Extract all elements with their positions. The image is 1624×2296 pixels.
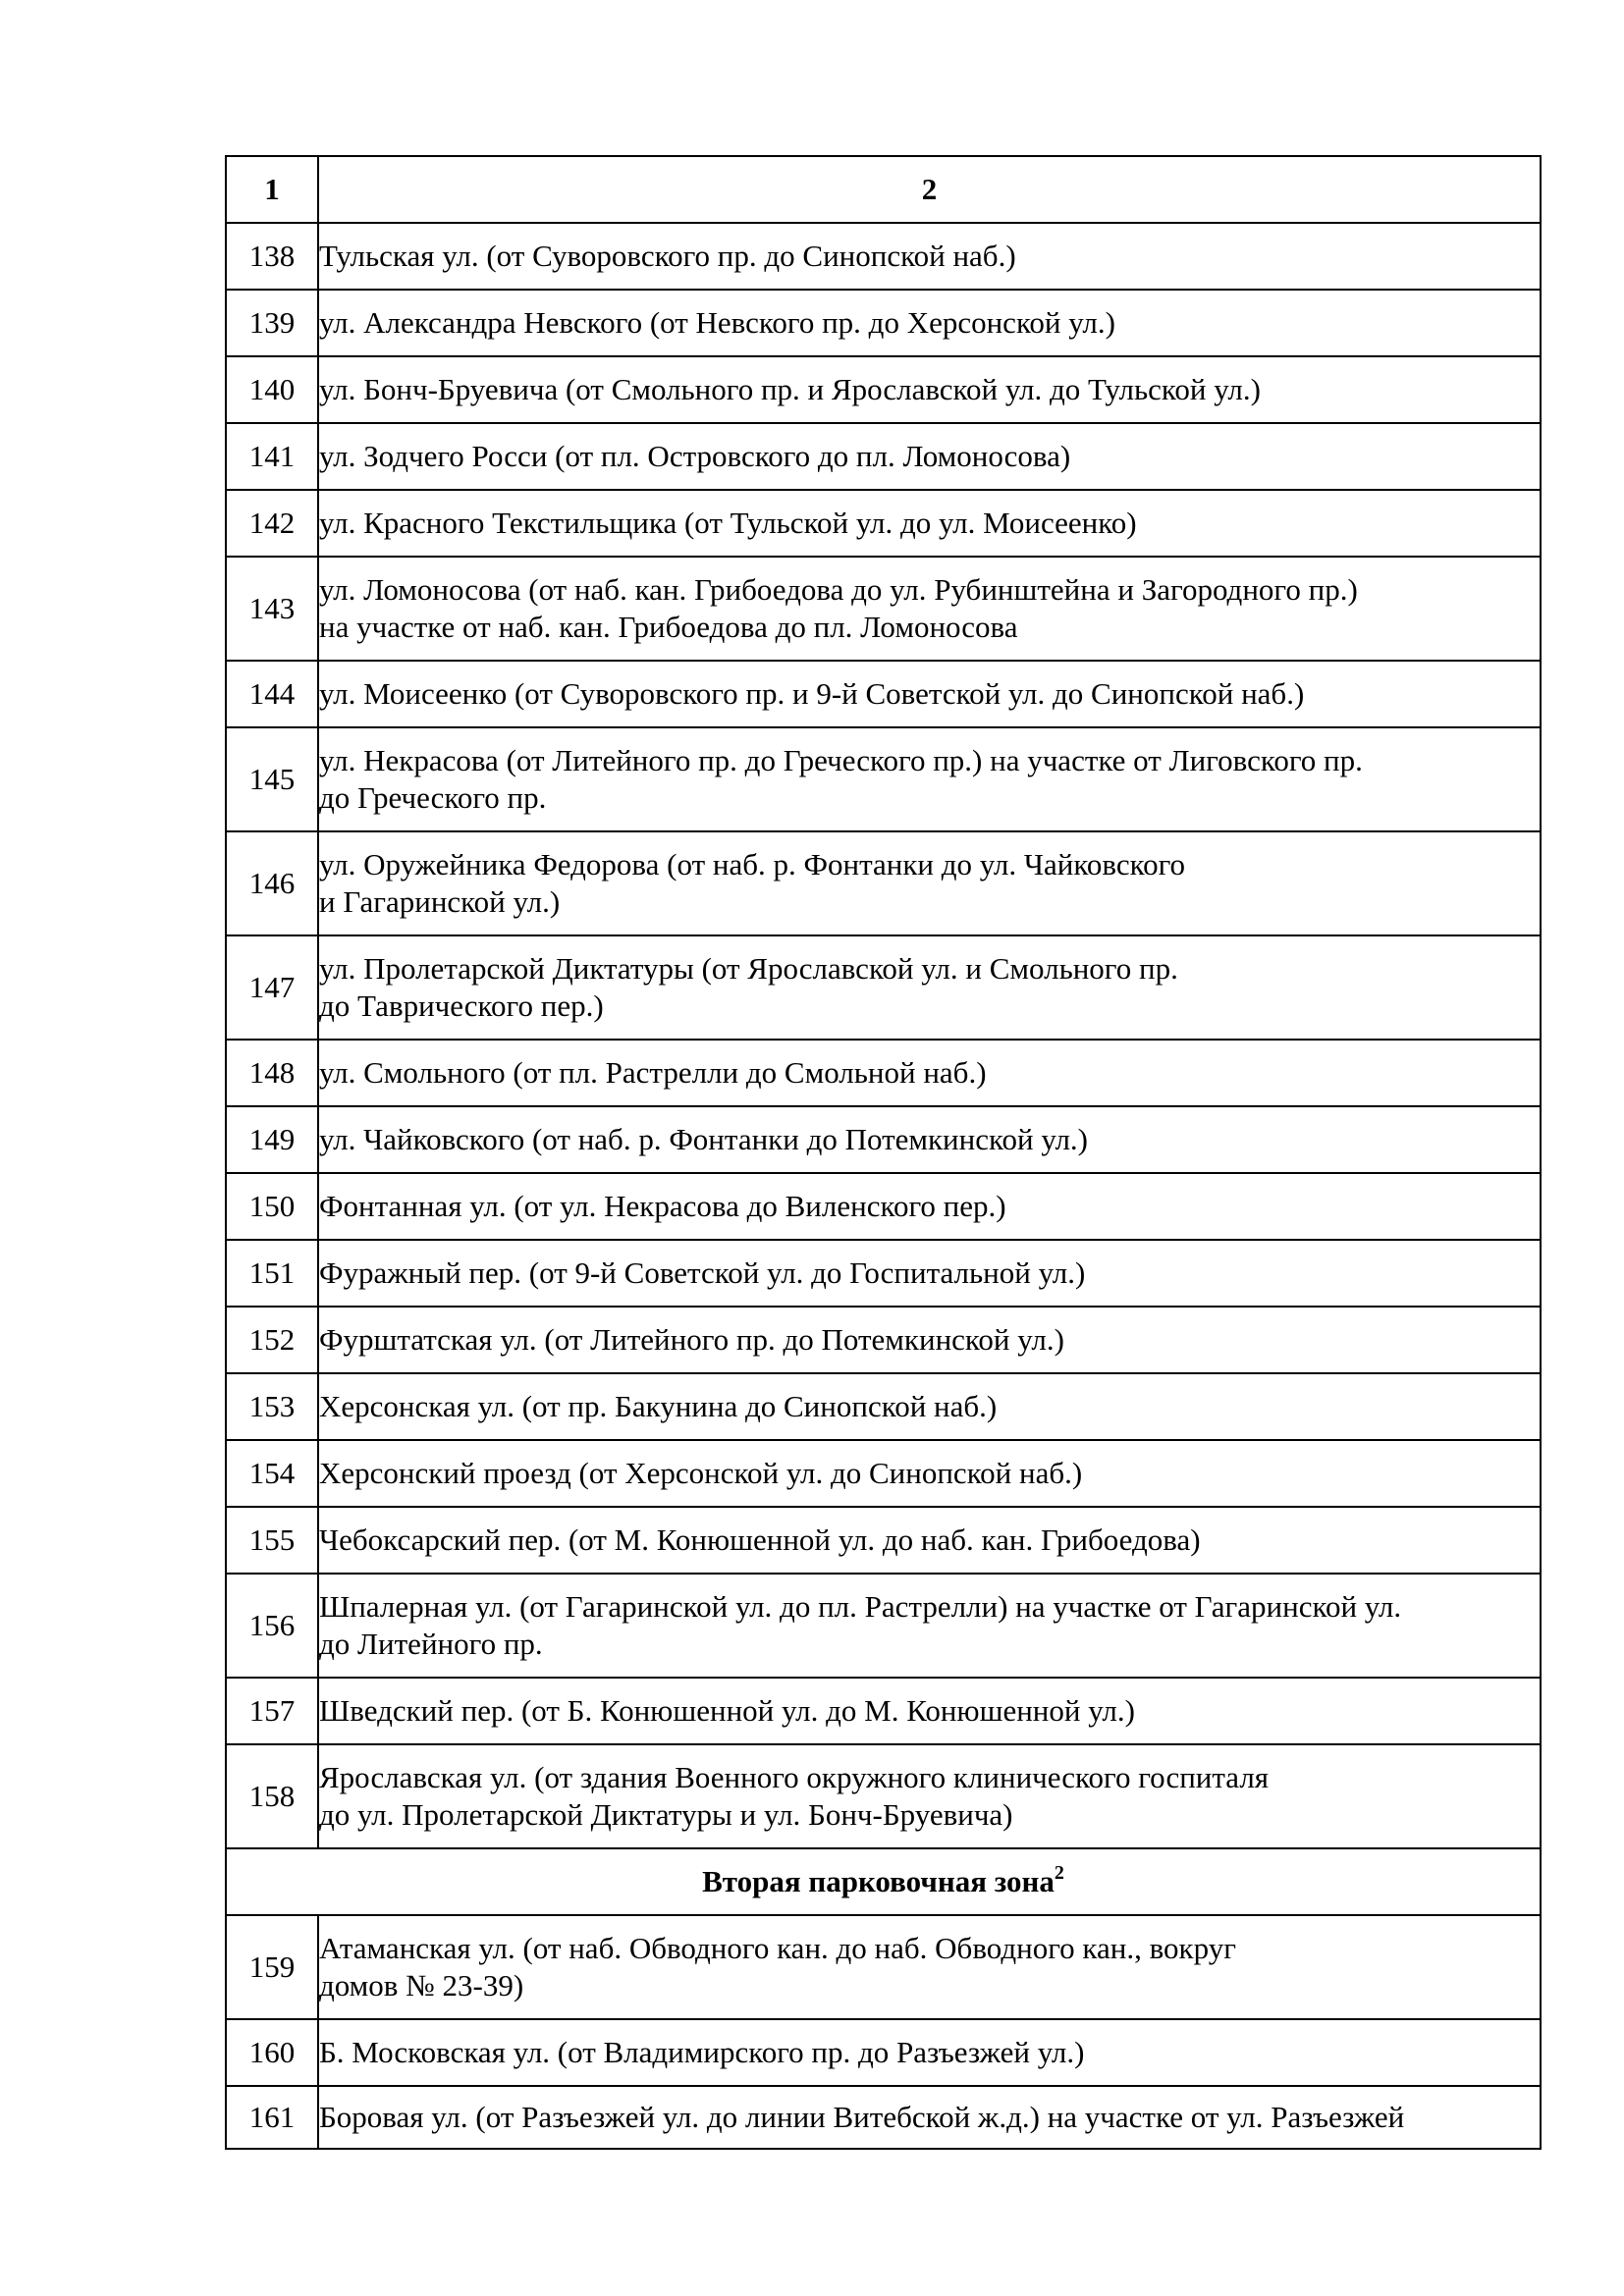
table-row (226, 557, 1541, 661)
row-number: 143 (226, 557, 318, 661)
row-number: 140 (226, 356, 318, 423)
table-row (226, 223, 1541, 290)
description-line: ул. Оружейника Федорова (от наб. р. Фонтанки до ул. Чайковского (319, 847, 1186, 881)
street-description (318, 1507, 1541, 1574)
description-line: ул. Пролетарской Диктатуры (от Ярославской ул. и Смольного пр. (319, 951, 1178, 986)
description-line: до Греческого пр. (319, 780, 547, 815)
row-number: 152 (226, 1307, 318, 1373)
street-description (318, 490, 1541, 557)
table-row (226, 661, 1541, 727)
description-line: Херсонская ул. (от пр. Бакунина до Синопской наб.) (319, 1389, 998, 1423)
section-heading-row (226, 1848, 1541, 1915)
description-line: Б. Московская ул. (от Владимирского пр. до Разъезжей ул.) (319, 2035, 1085, 2069)
street-description (318, 423, 1541, 490)
row-number: 142 (226, 490, 318, 557)
row-number: 161 (226, 2086, 318, 2149)
table-body (226, 223, 1541, 2149)
table-row (226, 1040, 1541, 1106)
description-line: ул. Чайковского (от наб. р. Фонтанки до Потемкинской ул.) (319, 1122, 1089, 1156)
street-description (318, 557, 1541, 661)
table-row (226, 831, 1541, 935)
streets-table (225, 155, 1542, 2150)
table-row (226, 1915, 1541, 2019)
description-line: ул. Некрасова (от Литейного пр. до Греческого пр.) на участке от Лиговского пр. (319, 743, 1363, 777)
table-row (226, 1678, 1541, 1744)
row-number: 145 (226, 727, 318, 831)
description-line: до Литейного пр. (319, 1627, 543, 1661)
description-line: Чебоксарский пер. (от М. Конюшенной ул. до наб. кан. Грибоедова) (319, 1522, 1201, 1557)
footnote-marker: 2 (1054, 1861, 1064, 1884)
table-row (226, 2019, 1541, 2086)
description-line: Боровая ул. (от Разъезжей ул. до линии Витебской ж.д.) на участке от ул. Разъезжей (319, 2100, 1405, 2134)
description-line: Фуражный пер. (от 9-й Советской ул. до Госпитальной ул.) (319, 1255, 1086, 1290)
description-line: ул. Красного Текстильщика (от Тульской ул. до ул. Моисеенко) (319, 506, 1137, 540)
description-line: на участке от наб. кан. Грибоедова до пл. Ломоносова (319, 610, 1018, 644)
table-row (226, 1106, 1541, 1173)
street-description (318, 1440, 1541, 1507)
row-number: 154 (226, 1440, 318, 1507)
street-description (318, 1744, 1541, 1848)
description-line: ул. Смольного (от пл. Растрелли до Смольной наб.) (319, 1055, 987, 1090)
description-line: ул. Бонч-Бруевича (от Смольного пр. и Ярославской ул. до Тульской ул.) (319, 372, 1261, 406)
row-number: 160 (226, 2019, 318, 2086)
table-row (226, 1744, 1541, 1848)
header-col-1: 1 (226, 156, 318, 223)
row-number: 150 (226, 1173, 318, 1240)
description-line: ул. Зодчего Росси (от пл. Островского до пл. Ломоносова) (319, 439, 1071, 473)
row-number: 139 (226, 290, 318, 356)
description-line: Тульская ул. (от Суворовского пр. до Синопской наб.) (319, 239, 1016, 273)
row-number: 148 (226, 1040, 318, 1106)
table-row (226, 1173, 1541, 1240)
description-line: и Гагаринской ул.) (319, 884, 561, 919)
street-description (318, 2086, 1541, 2149)
street-description (318, 1373, 1541, 1440)
street-description (318, 1915, 1541, 2019)
row-number: 153 (226, 1373, 318, 1440)
street-description (318, 935, 1541, 1040)
street-description (318, 2019, 1541, 2086)
description-line: Херсонский проезд (от Херсонской ул. до Синопской наб.) (319, 1456, 1083, 1490)
table-row (226, 290, 1541, 356)
street-description (318, 661, 1541, 727)
table-row (226, 423, 1541, 490)
description-line: Фурштатская ул. (от Литейного пр. до Потемкинской ул.) (319, 1322, 1064, 1357)
table-row (226, 1440, 1541, 1507)
table-row (226, 1307, 1541, 1373)
street-description (318, 1678, 1541, 1744)
description-line: Ярославская ул. (от здания Военного окружного клинического госпиталя (319, 1760, 1270, 1794)
description-line: Фонтанная ул. (от ул. Некрасова до Виленского пер.) (319, 1189, 1006, 1223)
row-number: 147 (226, 935, 318, 1040)
street-description (318, 831, 1541, 935)
table-header-row (226, 156, 1541, 223)
row-number: 156 (226, 1574, 318, 1678)
row-number: 155 (226, 1507, 318, 1574)
table-row (226, 1373, 1541, 1440)
row-number: 157 (226, 1678, 318, 1744)
street-description (318, 1574, 1541, 1678)
table-row (226, 727, 1541, 831)
description-line: Шведский пер. (от Б. Конюшенной ул. до М. Конюшенной ул.) (319, 1693, 1135, 1728)
street-description (318, 1240, 1541, 1307)
row-number: 144 (226, 661, 318, 727)
table-row (226, 1240, 1541, 1307)
section-title-text: Вторая парковочная зона (702, 1864, 1055, 1898)
street-description (318, 223, 1541, 290)
table-row (226, 1574, 1541, 1678)
table-row (226, 935, 1541, 1040)
row-number: 158 (226, 1744, 318, 1848)
description-line: домов № 23-39) (319, 1968, 524, 2002)
section-title (226, 1848, 1541, 1915)
header-col-2: 2 (318, 156, 1541, 223)
description-line: ул. Ломоносова (от наб. кан. Грибоедова до ул. Рубинштейна и Загородного пр.) (319, 572, 1358, 607)
table-row (226, 356, 1541, 423)
table-row (226, 2086, 1541, 2149)
table-row (226, 490, 1541, 557)
street-description (318, 356, 1541, 423)
row-number: 146 (226, 831, 318, 935)
description-line: до ул. Пролетарской Диктатуры и ул. Бонч-Бруевича) (319, 1797, 1013, 1832)
row-number: 151 (226, 1240, 318, 1307)
description-line: Шпалерная ул. (от Гагаринской ул. до пл. Растрелли) на участке от Гагаринской ул. (319, 1589, 1402, 1624)
street-description (318, 290, 1541, 356)
street-description (318, 1106, 1541, 1173)
street-description (318, 1173, 1541, 1240)
street-description (318, 727, 1541, 831)
row-number: 141 (226, 423, 318, 490)
description-line: ул. Александра Невского (от Невского пр. до Херсонской ул.) (319, 305, 1115, 340)
description-line: Атаманская ул. (от наб. Обводного кан. до наб. Обводного кан., вокруг (319, 1931, 1236, 1965)
table-row (226, 1507, 1541, 1574)
row-number: 149 (226, 1106, 318, 1173)
row-number: 159 (226, 1915, 318, 2019)
street-description (318, 1040, 1541, 1106)
street-description (318, 1307, 1541, 1373)
description-line: ул. Моисеенко (от Суворовского пр. и 9-й Советской ул. до Синопской наб.) (319, 676, 1305, 711)
description-line: до Таврического пер.) (319, 988, 604, 1023)
row-number: 138 (226, 223, 318, 290)
